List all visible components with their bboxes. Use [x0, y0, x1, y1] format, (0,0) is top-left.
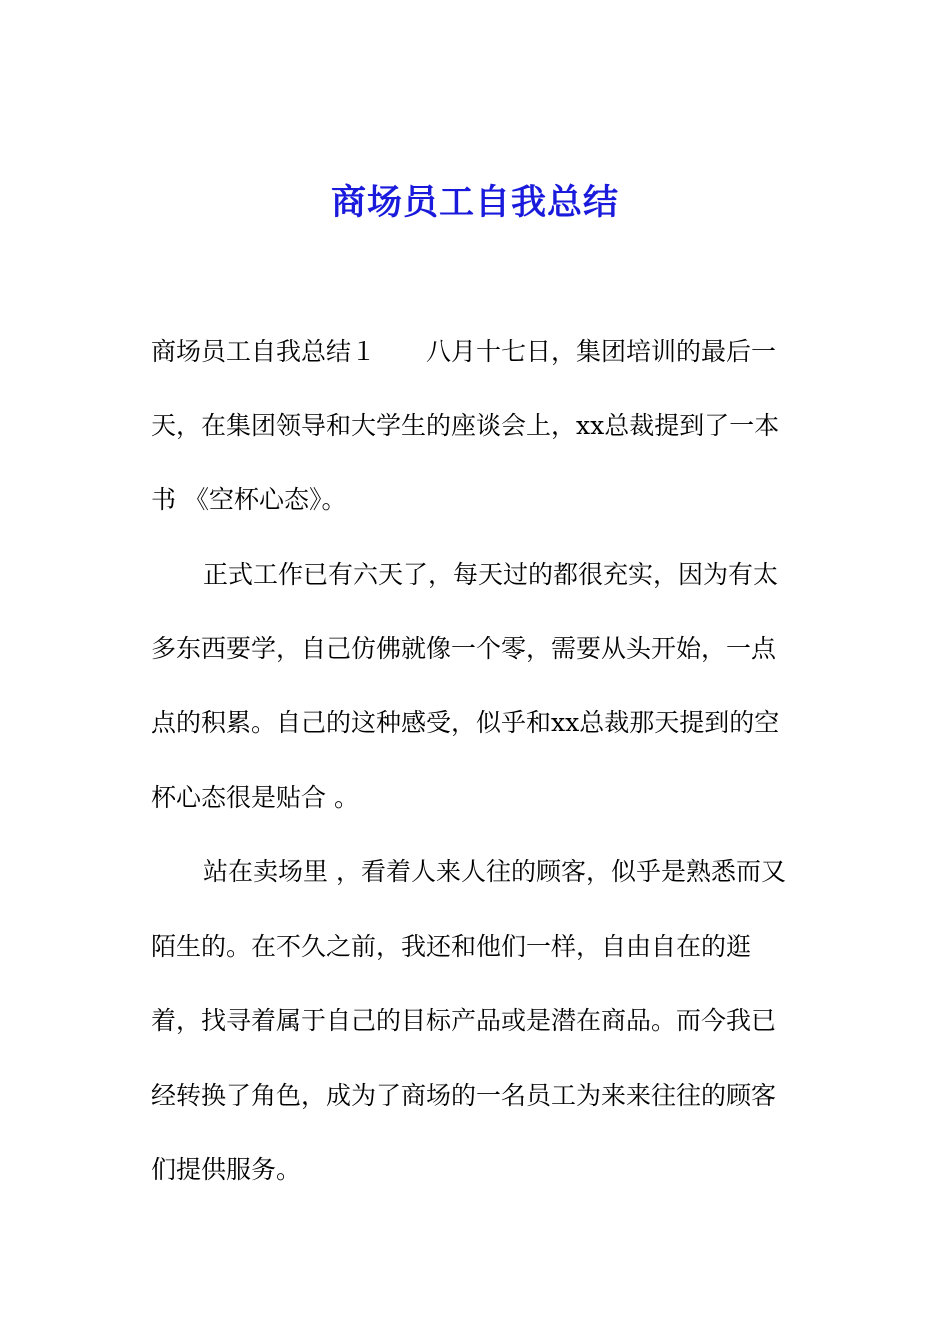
paragraph-line: 多东西要学，自己仿佛就像一个零，需要从头开始，一点 — [151, 634, 777, 663]
paragraph-line: 陌生的。在不久之前，我还和他们一样，自由自在的逛 — [151, 932, 752, 961]
paragraph-line: 书 《空杯心态》。 — [151, 485, 347, 514]
paragraph-line: 经转换了角色，成为了商场的一名员工为来来往往的顾客 — [151, 1081, 777, 1110]
paragraph-line: 们提供服务。 — [151, 1155, 302, 1184]
paragraph-line: 正式工作已有六天了，每天过的都很充实，因为有太 — [203, 560, 779, 589]
paragraph-line: 站在卖场里 ，看着人来人往的顾客，似乎是熟悉而又 — [203, 857, 786, 886]
paragraph-line: 着，找寻着属于自己的目标产品或是潜在商品。而今我已 — [151, 1006, 777, 1035]
paragraph-line: 商场员工自我总结１ 八月十七日，集团培训的最后一 — [151, 337, 777, 366]
paragraph-line: 天，在集团领导和大学生的座谈会上，xx总裁提到了一本 — [151, 411, 780, 440]
paragraph-line: 点的积累。自己的这种感受，似乎和xx总裁那天提到的空 — [151, 708, 780, 737]
paragraph-line: 杯心态很是贴合 。 — [151, 783, 359, 812]
document-title: 商场员工自我总结 — [330, 183, 619, 223]
